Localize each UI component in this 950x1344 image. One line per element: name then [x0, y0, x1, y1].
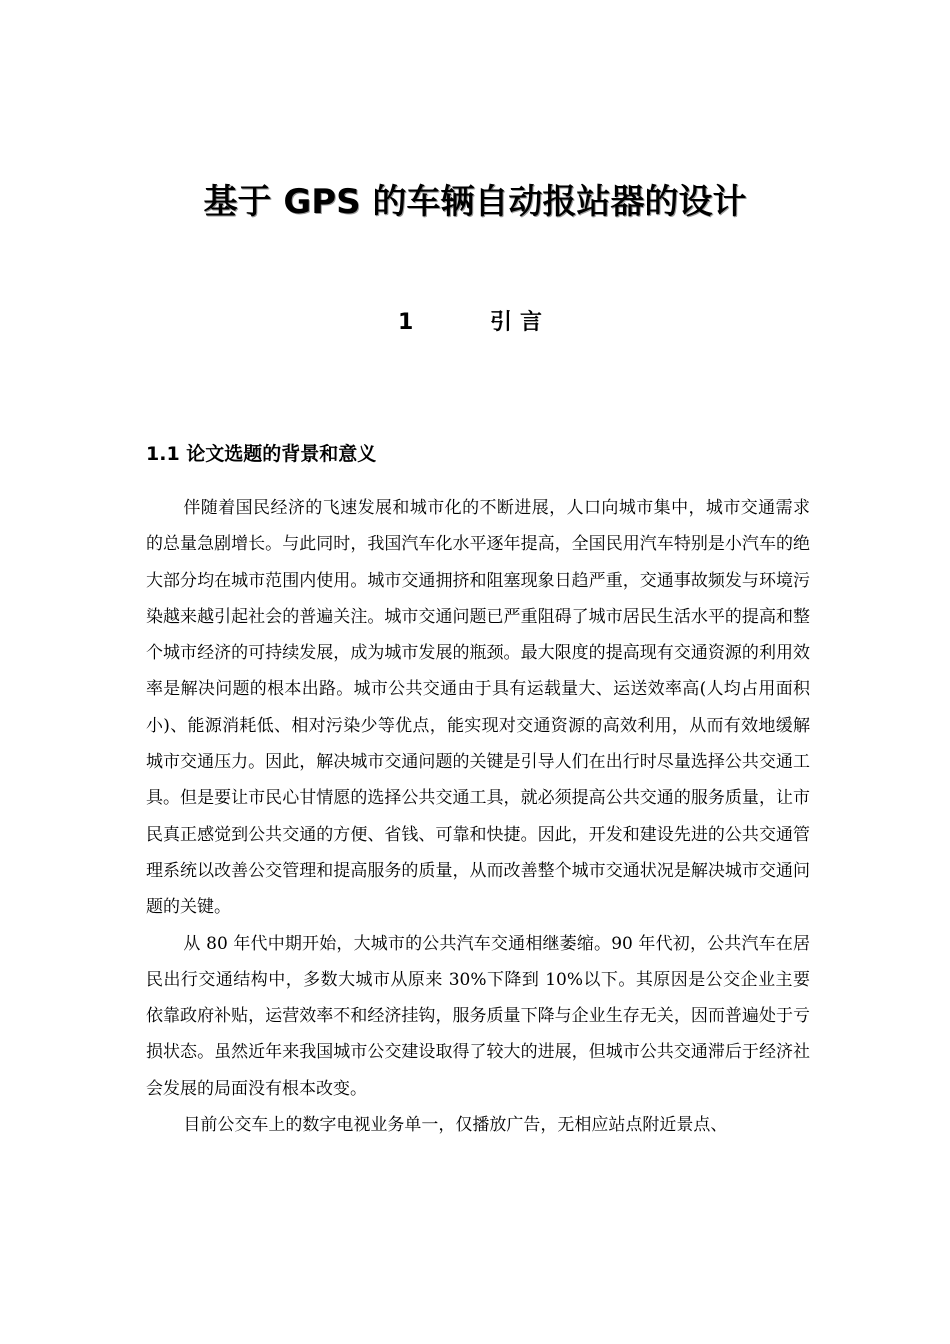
paragraph-background: 伴随着国民经济的飞速发展和城市化的不断进展，人口向城市集中，城市交通需求的总量急剧增长。与此同时，我国汽车化水平逐年提高，全国民用汽车特别是小汽车的绝大部分均在城市范围内使用。城市交通拥挤和阻塞现象日趋严重，交通事故频发与环境污染越来越引起社会的普遍关注。城市交通问题已严重阻碍了城市居民生活水平的提高和整个城市经济的可持续发展，成为城市发展的瓶颈。最大限度的提高现有交通资源的利用效率是解决问题的根本出路。城市公共交通由于具有运载量大、运送效率高(人均占用面积小)、能源消耗低、相对污染少等优点，能实现对交通资源的高效利用，从而有效地缓解城市交通压力。因此，解决城市交通问题的关键是引导人们在出行时尽量选择公共交通工具。但是要让市民心甘情愿的选择公共交通工具，就必须提高公共交通的服务质量，让市民真正感觉到公共交通的方便、省钱、可靠和快捷。因此，开发和建设先进的公共交通管理系统以改善公交管理和提高服务的质量，从而改善整个城市交通状况是解决城市交通问题的关键。 — [146, 498, 810, 918]
document-title: 基于 GPS 的车辆自动报站器的设计 — [203, 181, 747, 222]
chapter-heading — [0, 306, 950, 340]
section-heading: 1.1 论文选题的背景和意义 — [146, 442, 377, 465]
chapter-title: 引言 — [490, 310, 551, 335]
paragraph-decline: 从 80 年代中期开始，大城市的公共汽车交通相继萎缩。90 年代初，公共汽车在居民出行交通结构中，多数大城市从原来 30%下降到 10%以下。其原因是公交企业主要依靠政府补贴，运营效率不和经济挂钩，服务质量下降与企业生存无关，因而普遍处于亏损状态。虽然近年来我国城市公交建设取得了较大的进展，但城市公共交通滞后于经济社会发展的局面没有根本改变。 — [146, 933, 810, 1099]
body-text — [146, 490, 810, 1143]
paragraph-current-status: 目前公交车上的数字电视业务单一，仅播放广告，无相应站点附近景点、 — [183, 1115, 728, 1136]
chapter-number: 1 — [398, 310, 414, 335]
